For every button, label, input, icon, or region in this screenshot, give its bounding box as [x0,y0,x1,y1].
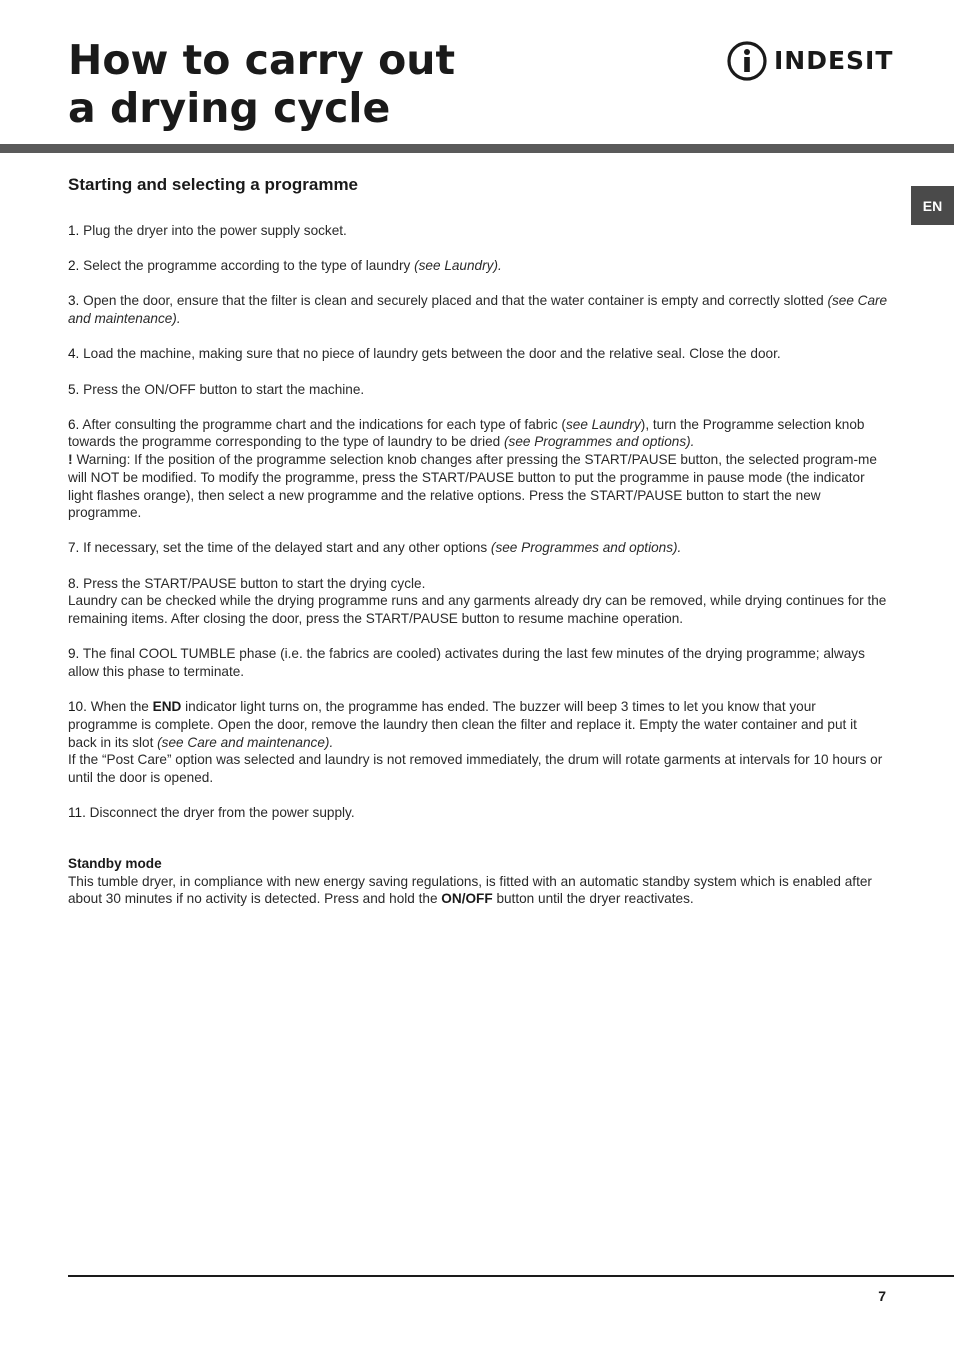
step-number: 3. [68,293,80,309]
step-7 [68,539,888,557]
step-number: 6. [68,416,80,432]
step-4 [68,345,888,363]
step-3 [68,292,888,327]
step-note: If the “Post Care” option was selected and laundry is not removed immediately, the drum will rotate garments at intervals for 10 hours or until the door is opened. [68,752,883,785]
on-off-label: ON/OFF [441,891,493,907]
end-indicator-label: END [152,699,182,715]
cross-reference: (see Laundry). [414,258,502,274]
step-text: After consulting the programme chart and the indications for each type of fabric ( [82,416,566,432]
step-text: If necessary, set the time of the delayed start and any other options [83,540,488,556]
cross-reference: (see Programmes and options). [490,540,682,556]
step-text: Plug the dryer into the power supply socket. [83,223,347,238]
standby-text-part: button until the dryer reactivates. [496,891,694,907]
cross-reference: (see Programmes and options). [504,434,695,450]
step-text: Disconnect the dryer from the power supply. [89,805,355,821]
page-number: 7 [878,1288,886,1304]
brand-logo [726,40,893,82]
step-text: Open the door, ensure that the filter is clean and securely placed and that the water container is empty and correctly slotted [83,293,824,309]
page-title-line2: a drying cycle [68,84,391,132]
step-9 [68,645,888,680]
step-5 [68,381,888,399]
step-text: When the [90,699,149,715]
step-text: Load the machine, making sure that no piece of laundry gets between the door and the relative seal. Close the door. [83,346,781,362]
standby-text [68,873,888,908]
page-title-line1: How to carry out [68,36,456,84]
step-text: Press the ON/OFF button to start the machine. [83,381,365,397]
language-tab: EN [911,186,954,225]
step-text: indicator light turns on, the programme has ended. The buzzer will beep 3 times to let you know that your programme is complete. Open the door, remove the laundry then clean the filter and replace it. Empty the water container and put it back in its slot [68,699,857,750]
warning-text: Warning: If the position of the programme selection knob changes after pressing the START/PAUSE button, the selected program-me will NOT be modified. To modify the programme, press the START/PAUSE button to put the programme in pause mode (the indicator light flashes orange), then select a new programme and the relative options. Press the START/PAUSE button to start the new programme. [68,452,877,521]
section-heading: Starting and selecting a programme [68,175,359,194]
step-8 [68,575,888,628]
step-10 [68,698,888,787]
cross-reference: (see Care and maintenance). [68,293,888,327]
step-number: 5. [68,381,80,397]
step-number: 4. [68,346,80,362]
standby-text-part: This tumble dryer, in compliance with new energy saving regulations, is fitted with an automatic standby system which is enabled after about 30 minutes if no activity is detected. Press and hold the [68,873,872,907]
step-6 [68,416,888,522]
step-1 [68,222,888,240]
brand-wordmark: INDESIT [774,46,894,75]
step-2 [68,257,888,275]
cross-reference: see Laundry [565,416,641,432]
standby-heading: Standby mode [68,855,162,871]
info-i-logo-icon [726,40,768,82]
step-text: Select the programme according to the type of laundry [83,258,411,274]
header-divider [0,144,954,153]
step-number: 7. [68,540,80,556]
page-title [68,36,455,132]
step-number: 8. [68,575,80,591]
step-number: 1. [68,223,80,238]
step-note: Laundry can be checked while the drying programme runs and any garments already dry can be removed, while drying continues for the remaining items. After closing the door, press the START/PAUSE button to resume machine operation. [68,593,887,627]
step-number: 2. [68,258,80,274]
cross-reference: (see Care and maintenance). [157,734,334,750]
step-text: ), turn the Programme selection knob towards the programme corresponding to the type of laundry to be dried [68,416,865,450]
main-content [68,172,888,908]
step-number: 11. [68,805,86,821]
footer-divider [68,1275,954,1277]
step-number: 9. [68,646,80,662]
step-number: 10. [68,699,87,715]
warning-icon: ! [68,451,73,468]
step-text: The final COOL TUMBLE phase (i.e. the fabrics are cooled) activates during the last few minutes of the drying programme; always allow this phase to terminate. [68,646,865,679]
step-11 [68,804,888,822]
step-text: Press the START/PAUSE button to start the drying cycle. [83,575,426,591]
